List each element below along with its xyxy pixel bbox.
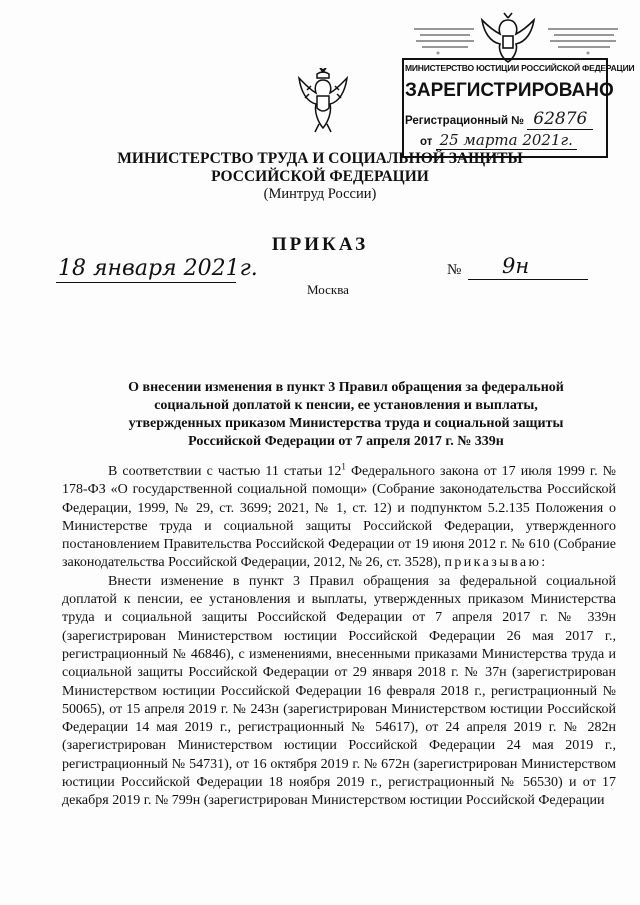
paragraph-legal-basis bbox=[62, 463, 616, 573]
stamp-eagle-emblem-icon bbox=[478, 12, 538, 64]
stamp-ministry-name: МИНИСТЕРСТВО ЮСТИЦИИ РОССИЙСКОЙ ФЕДЕРАЦИИ bbox=[405, 63, 635, 73]
coat-of-arms-emblem-icon bbox=[297, 68, 349, 134]
document-type: ПРИКАЗ bbox=[271, 234, 369, 255]
document-title: О внесении изменения в пункт 3 Правил обращения за федеральной социальной доплатой к пенсии, ее установления и выплаты, утвержденных приказом Министерства труда и социальной защиты Российской Федерации от 7 апреля 2017 г. № 339н bbox=[128, 380, 564, 449]
document-body bbox=[62, 463, 616, 811]
ministry-short-name: (Минтруд России) bbox=[263, 186, 377, 202]
order-date-handwritten: 18 января 2021г. bbox=[58, 256, 258, 281]
order-keyword: приказываю: bbox=[444, 555, 548, 571]
ministry-name-line-1: МИНИСТЕРСТВО ТРУДА И СОЦИАЛЬНОЙ ЗАЩИТЫ bbox=[117, 150, 523, 167]
stamp-date: 25 марта 2021г. bbox=[436, 131, 577, 150]
number-underline bbox=[468, 279, 588, 280]
stamp-registered-label: ЗАРЕГИСТРИРОВАНО bbox=[405, 80, 614, 101]
stamp-date-line bbox=[420, 131, 610, 149]
city: Москва bbox=[307, 282, 349, 297]
ministry-name-line-2: РОССИЙСКОЙ ФЕДЕРАЦИИ bbox=[211, 168, 429, 185]
number-sign: № bbox=[447, 262, 462, 278]
ministry-name bbox=[0, 150, 640, 186]
stamp-reg-label: Регистрационный № bbox=[405, 115, 525, 127]
article-superscript: 1 bbox=[341, 461, 346, 472]
stamp-date-prefix: от bbox=[420, 136, 433, 148]
paragraph-amendment: Внести изменение в пункт 3 Правил обращения за федеральной социальной доплатой к пенсии, ее установления и выплаты, утвержденных приказом Министерства труда и социальной защиты Российской Федерации от 7 апреля 2017 г. № 339н (зарегистрирован Министерством юстиции Российской Федерации 26 мая 2017 г., регистрационный № 46846), с изменениями, внесенными приказами Министерства труда и социальной защиты Российской Федерации от 29 января 2018 г. № 37н (зарегистрирован Министерством юстиции Российской Федерации 16 февраля 2018 г., регистрационный № 50065), от 15 апреля 2019 г. № 243н (зарегистрирован Министерством юстиции Российской Федерации 14 мая 2019 г., регистрационный № 54617), от 24 апреля 2019 г. № 282н (зарегистрирован Министерством юстиции Российской Федерации 24 мая 2019 г., регистрационный № 54731), от 16 октября 2019 г. № 672н (зарегистрирован Министерством юстиции Российской Федерации 18 ноября 2019 г., регистрационный № 56530) и от 17 декабря 2019 г. № 799н (зарегистрирован Министерством юстиции Российской Федерации bbox=[62, 573, 616, 809]
order-number-handwritten: 9н bbox=[502, 254, 530, 278]
paragraph-1-text-a: В соответствии с частью 11 статьи 12 bbox=[108, 464, 342, 479]
stamp-registration-number-line bbox=[405, 109, 605, 129]
paragraph-1-text-b: Федерального закона от 17 июля 1999 г. № 178-ФЗ «О государственной социальной помощи» (Собрание законодательства Российской Федерации, 1999, № 29, ст. 3699; 2021, № 1, ст. 12) и подпунктом 5.2.135 Положения о Министерстве труда и социальной защиты Российской Федерации, утвержденного постановлением Правительства Российской Федерации от 19 июня 2012 г. № 610 (Собрание законодательства Российской Федерации, 2012, № 26, ст. 3528), bbox=[62, 464, 617, 571]
stamp-reg-number: 62876 bbox=[527, 109, 593, 130]
